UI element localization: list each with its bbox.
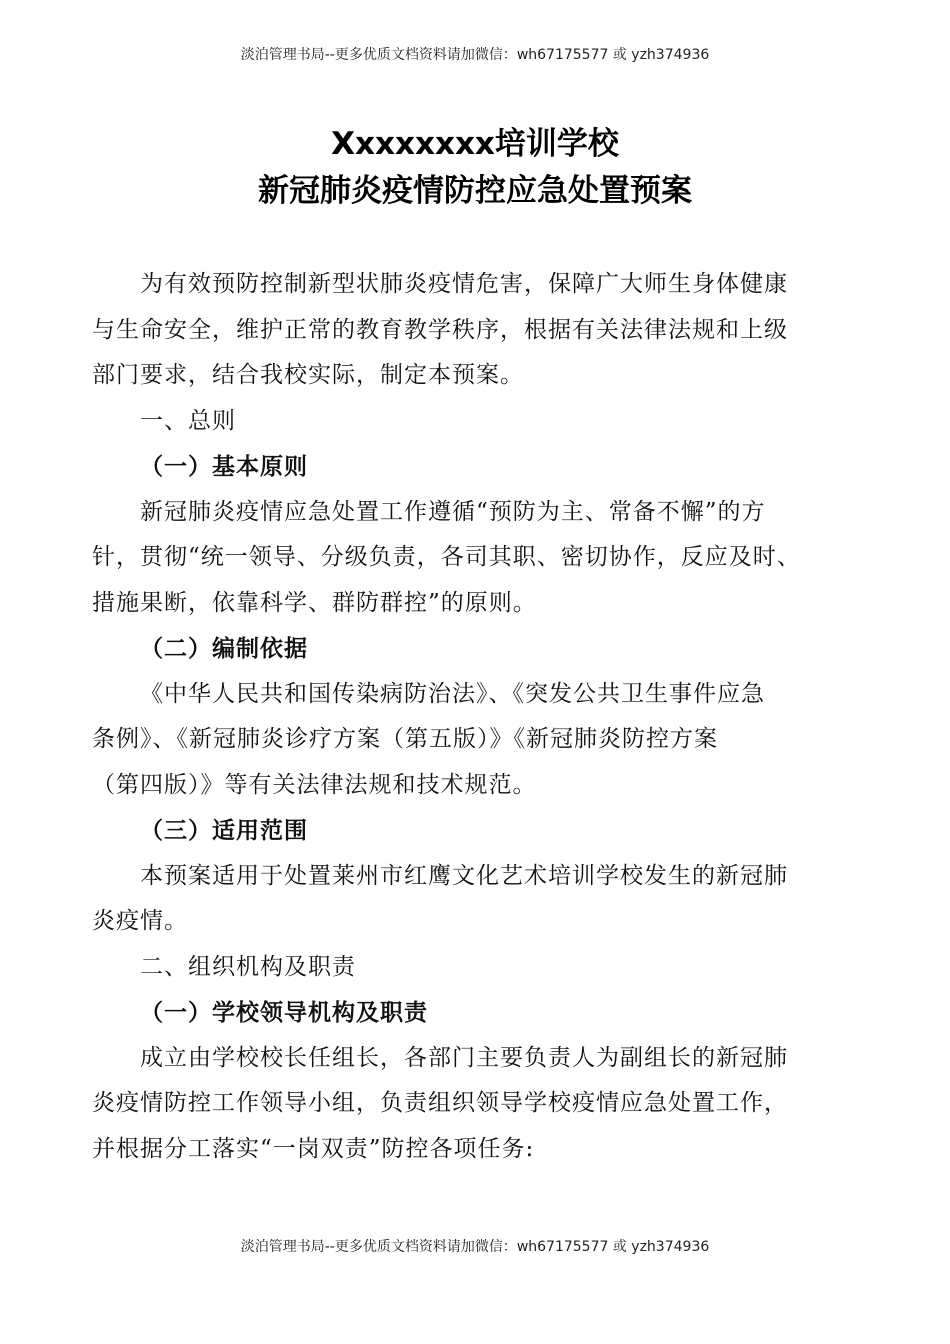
paragraph-line: 措施果断，依靠科学、群防群控”的原则。 — [92, 589, 537, 616]
paragraph-line: 针，贯彻“统一领导、分级负责，各司其职、密切协作，反应及时、 — [92, 544, 801, 570]
paragraph-line: （第四版）》等有关法律法规和技术规范。 — [92, 771, 537, 798]
paragraph-line: 炎疫情。 — [92, 908, 188, 934]
intro-line: 为有效预防控制新型状肺炎疫情危害，保障广大师生身体健康 — [140, 271, 788, 297]
document-body — [92, 262, 862, 1172]
paragraph-line: 《中华人民共和国传染病防治法》、《突发公共卫生事件应急 — [140, 680, 765, 707]
subsection-heading-scope: （三）适用范围 — [140, 817, 308, 844]
paragraph-line: 新冠肺炎疫情应急处置工作遵循“预防为主、常备不懈”的方 — [140, 498, 766, 525]
document-title-line2: 新冠肺炎疫情防控应急处置预案 — [258, 173, 692, 209]
subsection-heading-leadership: （一）学校领导机构及职责 — [140, 999, 428, 1026]
paragraph-line: 并根据分工落实“一岗双责”防控各项任务: — [92, 1135, 535, 1162]
paragraph-line: 炎疫情防控工作领导小组，负责组织领导学校疫情应急处置工作， — [92, 1090, 788, 1116]
paragraph-line: 条例》、《新冠肺炎诊疗方案（第五版）》《新冠肺炎防控方案 — [92, 726, 718, 752]
document-title-line1: Xxxxxxxx培训学校 — [331, 126, 619, 162]
footer-note: 淡泊管理书局--更多优质文档资料请加微信：wh67175577 或 yzh374936 — [240, 1239, 710, 1255]
paragraph-line: 本预案适用于处置莱州市红鹰文化艺术培训学校发生的新冠肺 — [140, 862, 788, 889]
intro-line: 部门要求，结合我校实际，制定本预案。 — [92, 362, 524, 388]
section-heading-organization: 二、组织机构及职责 — [140, 953, 356, 980]
subsection-heading-basis: （二）编制依据 — [140, 635, 308, 662]
paragraph-line: 成立由学校校长任组长，各部门主要负责人为副组长的新冠肺 — [140, 1044, 788, 1071]
subsection-heading-principles: （一）基本原则 — [140, 453, 308, 480]
header-note: 淡泊管理书局--更多优质文档资料请加微信：wh67175577 或 yzh374936 — [240, 47, 710, 63]
section-heading-general: 一、总则 — [140, 407, 236, 434]
intro-line: 与生命安全，维护正常的教育教学秩序，根据有关法律法规和上级 — [92, 316, 788, 343]
